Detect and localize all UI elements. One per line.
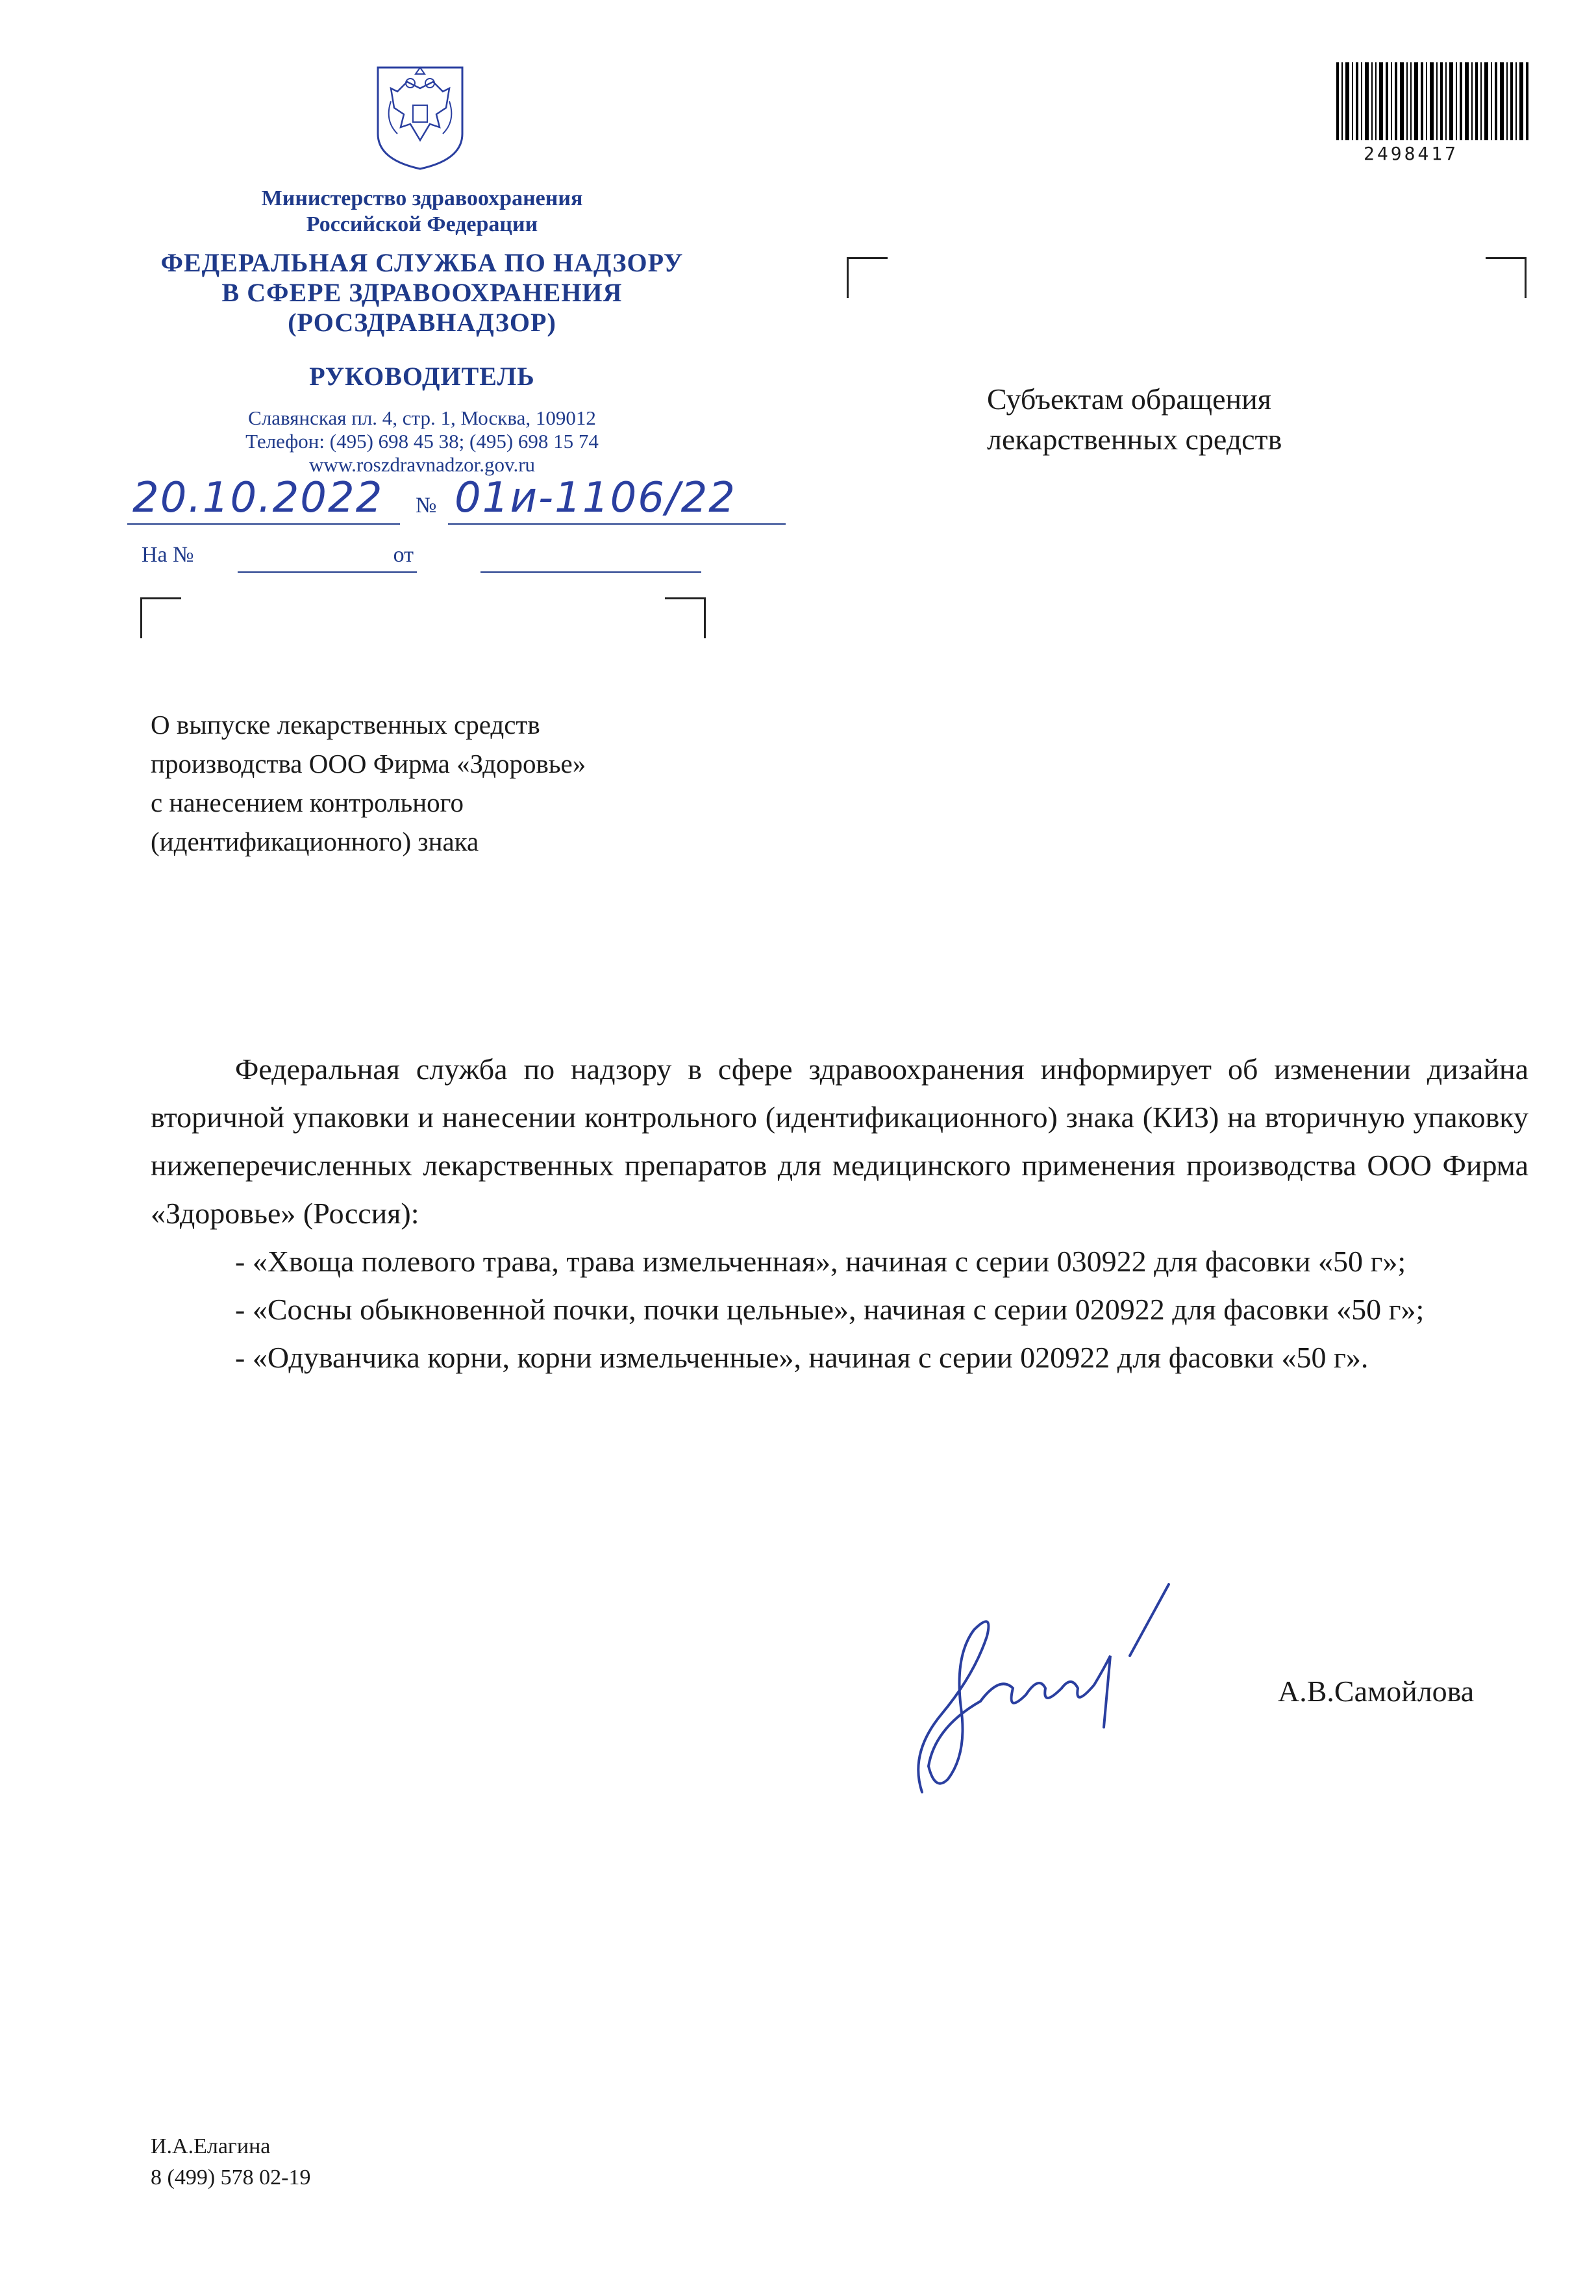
outgoing-number: 01и-1106/22 (455, 474, 736, 522)
phone: Телефон: (495) 698 45 38; (495) 698 15 74 (245, 430, 599, 453)
addressee-line: лекарственных средств (987, 423, 1282, 456)
barcode-number: 2498417 (1364, 143, 1459, 164)
corner-mark (140, 597, 181, 638)
address: Славянская пл. 4, стр. 1, Москва, 109012 (248, 406, 596, 429)
agency-line: ФЕДЕРАЛЬНАЯ СЛУЖБА ПО НАДЗОРУ (160, 248, 684, 277)
addressee (987, 379, 1441, 460)
reference-number-blank (238, 571, 417, 573)
handwritten-signature (896, 1558, 1195, 1805)
date-underline (127, 523, 400, 525)
subject-line: (идентификационного) знака (151, 827, 479, 856)
executor-phone: 8 (499) 578 02-19 (151, 2165, 311, 2190)
reference-row (142, 543, 414, 568)
executor-block (151, 2131, 310, 2193)
reference-label: На № (142, 543, 194, 567)
reference-from-label: от (393, 543, 414, 567)
ministry-name (117, 186, 727, 238)
contact-block (117, 406, 727, 477)
website: www.roszdravnadzor.gov.ru (308, 453, 536, 476)
corner-mark (847, 257, 888, 298)
barcode (1336, 62, 1531, 140)
body-item: - «Хвоща полевого трава, трава измельченная», начиная с серии 030922 для фасовки «50 г»; (235, 1245, 1406, 1278)
number-underline (448, 523, 786, 525)
agency-line: (РОСЗДРАВНАДЗОР) (288, 308, 556, 337)
subject (151, 705, 735, 861)
ministry-line: Министерство здравоохранения (261, 186, 583, 210)
ministry-line: Российской Федерации (306, 212, 538, 236)
subject-line: О выпуске лекарственных средств (151, 710, 540, 740)
executor-name: И.А.Елагина (151, 2134, 271, 2158)
body-intro: Федеральная служба по надзору в сфере здравоохранения информирует об изменении дизайна вторичной упаковки и нанесении контрольного (идентификационного) знака (КИЗ) на вторичную упаковку нижеперечисленных лекарственных препаратов для медицинского применения производства ООО Фирма «Здоровье» (Россия): (151, 1053, 1528, 1230)
subject-line: производства ООО Фирма «Здоровье» (151, 749, 586, 779)
addressee-line: Субъектам обращения (987, 382, 1271, 416)
number-sign: № (416, 493, 437, 518)
agency-line: В СФЕРЕ ЗДРАВООХРАНЕНИЯ (221, 278, 623, 307)
coat-of-arms-icon (371, 62, 469, 171)
body-item: - «Сосны обыкновенной почки, почки цельные», начиная с серии 020922 для фасовки «50 г»; (235, 1293, 1425, 1326)
subject-line: с нанесением контрольного (151, 788, 464, 817)
letter-body (151, 1045, 1528, 1382)
agency-name (117, 248, 727, 338)
outgoing-date: 20.10.2022 (132, 474, 384, 522)
corner-mark (665, 597, 706, 638)
body-item: - «Одуванчика корни, корни измельченные», начиная с серии 020922 для фасовки «50 г». (235, 1341, 1369, 1374)
reference-date-blank (480, 571, 701, 573)
signer-name: А.В.Самойлова (1278, 1675, 1475, 1708)
position-title: РУКОВОДИТЕЛЬ (309, 362, 535, 391)
corner-mark (1486, 257, 1527, 298)
